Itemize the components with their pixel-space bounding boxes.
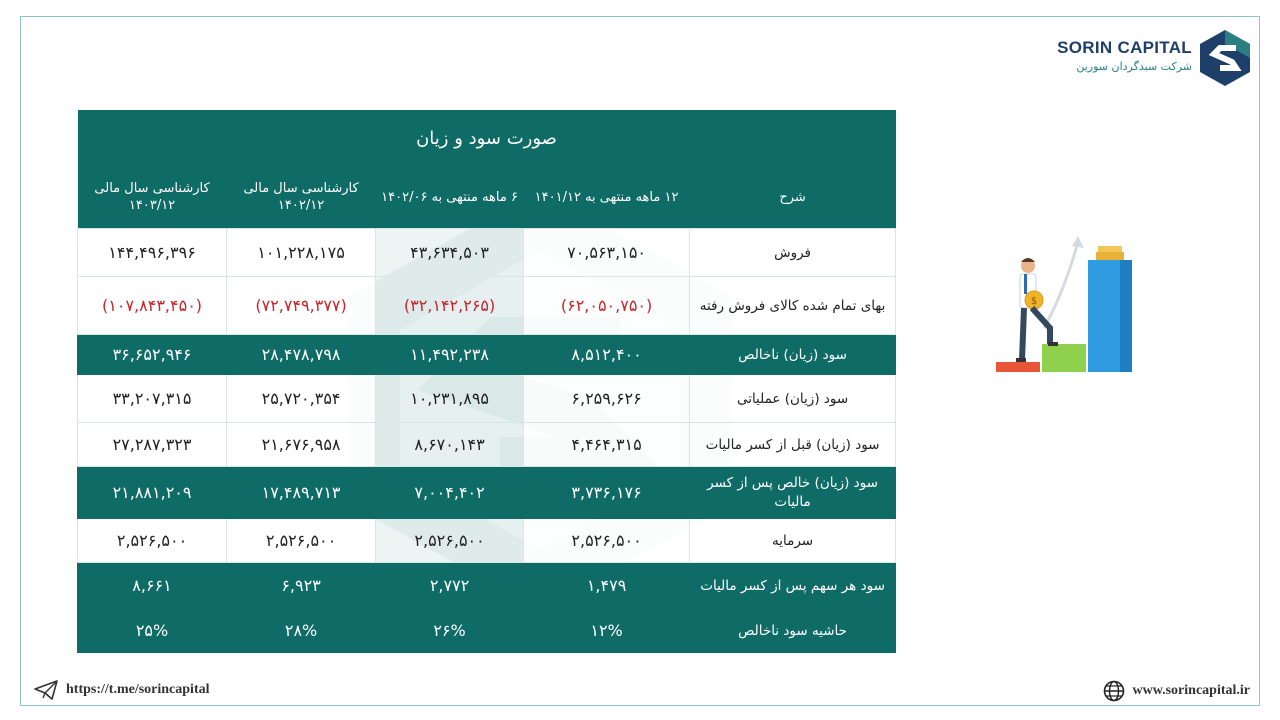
table-cell: ۲۸,۴۷۸,۷۹۸ bbox=[227, 335, 376, 375]
table-cell: ۱,۴۷۹ bbox=[524, 563, 690, 609]
logo-mark-icon bbox=[1200, 30, 1250, 86]
table-cell: ۳۶,۶۵۲,۹۴۶ bbox=[78, 335, 227, 375]
telegram-link[interactable] bbox=[34, 680, 210, 700]
website-url: www.sorincapital.ir bbox=[1132, 683, 1250, 698]
table-row bbox=[78, 375, 896, 423]
table-cell: ۸,۶۶۱ bbox=[78, 563, 227, 609]
brand-name-fa: شرکت سبدگردان سورین bbox=[1076, 60, 1192, 73]
table-cell: ۱۱,۴۹۲,۲۳۸ bbox=[376, 335, 524, 375]
table-cell: ۲,۵۲۶,۵۰۰ bbox=[227, 519, 376, 563]
row-label: سود (زیان) عملیاتی bbox=[690, 375, 896, 423]
row-label: حاشیه سود ناخالص bbox=[690, 609, 896, 653]
table-cell: ۲۶% bbox=[376, 609, 524, 653]
table-row bbox=[78, 229, 896, 277]
brand-logo bbox=[1020, 30, 1250, 86]
globe-icon bbox=[1103, 680, 1125, 702]
table-cell: ۲,۷۷۲ bbox=[376, 563, 524, 609]
row-label: سود (زیان) خالص پس از کسر مالیات bbox=[690, 467, 896, 519]
table-row bbox=[78, 609, 896, 653]
table-cell: (۷۲,۷۴۹,۳۷۷) bbox=[227, 277, 376, 335]
table-cell: ۱۰,۲۳۱,۸۹۵ bbox=[376, 375, 524, 423]
table-cell: ۶,۲۵۹,۶۲۶ bbox=[524, 375, 690, 423]
table-row bbox=[78, 563, 896, 609]
column-header: کارشناسی سال مالی ۱۴۰۳/۱۲ bbox=[78, 166, 227, 229]
table-title: صورت سود و زیان bbox=[78, 110, 896, 166]
table-cell: ۴۳,۶۳۴,۵۰۳ bbox=[376, 229, 524, 277]
table-row bbox=[78, 467, 896, 519]
table-cell: ۲۷,۲۸۷,۳۲۳ bbox=[78, 423, 227, 467]
row-label: سود (زیان) ناخالص bbox=[690, 335, 896, 375]
table-cell: ۲۵,۷۲۰,۳۵۴ bbox=[227, 375, 376, 423]
table-row bbox=[78, 519, 896, 563]
profit-loss-table bbox=[77, 110, 896, 653]
table-row bbox=[78, 277, 896, 335]
column-header: ۱۲ ماهه منتهی به ۱۴۰۱/۱۲ bbox=[524, 166, 690, 229]
table-cell: ۸,۵۱۲,۴۰۰ bbox=[524, 335, 690, 375]
table-cell: ۲,۵۲۶,۵۰۰ bbox=[524, 519, 690, 563]
table-row bbox=[78, 335, 896, 375]
table-cell: (۶۲,۰۵۰,۷۵۰) bbox=[524, 277, 690, 335]
table-cell: ۱۷,۴۸۹,۷۱۳ bbox=[227, 467, 376, 519]
table-cell: ۲,۵۲۶,۵۰۰ bbox=[376, 519, 524, 563]
table-cell: ۳۳,۲۰۷,۳۱۵ bbox=[78, 375, 227, 423]
row-label: سود (زیان) قبل از کسر مالیات bbox=[690, 423, 896, 467]
table-cell: ۲۵% bbox=[78, 609, 227, 653]
column-header: کارشناسی سال مالی ۱۴۰۲/۱۲ bbox=[227, 166, 376, 229]
brand-name-en: SORIN CAPITAL bbox=[1057, 38, 1192, 57]
table-cell: ۲۱,۸۸۱,۲۰۹ bbox=[78, 467, 227, 519]
table-cell: ۶,۹۲۳ bbox=[227, 563, 376, 609]
website-link[interactable] bbox=[1103, 680, 1250, 702]
telegram-url: https://t.me/sorincapital bbox=[66, 682, 210, 697]
table-cell: ۷,۰۰۴,۴۰۲ bbox=[376, 467, 524, 519]
telegram-icon bbox=[34, 680, 58, 700]
row-label: فروش bbox=[690, 229, 896, 277]
table-cell: ۱۴۴,۴۹۶,۳۹۶ bbox=[78, 229, 227, 277]
row-label: سود هر سهم پس از کسر مالیات bbox=[690, 563, 896, 609]
column-header: شرح bbox=[690, 166, 896, 229]
table-header-row bbox=[78, 166, 896, 229]
table-cell: ۲,۵۲۶,۵۰۰ bbox=[78, 519, 227, 563]
row-label: سرمایه bbox=[690, 519, 896, 563]
table-row bbox=[78, 423, 896, 467]
table-cell: (۳۲,۱۴۲,۲۶۵) bbox=[376, 277, 524, 335]
table-cell: ۸,۶۷۰,۱۴۳ bbox=[376, 423, 524, 467]
growth-illustration-icon bbox=[994, 232, 1136, 374]
table-cell: ۲۸% bbox=[227, 609, 376, 653]
table-cell: ۴,۴۶۴,۳۱۵ bbox=[524, 423, 690, 467]
table-cell: ۷۰,۵۶۳,۱۵۰ bbox=[524, 229, 690, 277]
column-header: ۶ ماهه منتهی به ۱۴۰۲/۰۶ bbox=[376, 166, 524, 229]
table-cell: ۲۱,۶۷۶,۹۵۸ bbox=[227, 423, 376, 467]
table-cell: ۱۰۱,۲۲۸,۱۷۵ bbox=[227, 229, 376, 277]
svg-text:$: $ bbox=[1030, 296, 1038, 307]
table-cell: ۳,۷۳۶,۱۷۶ bbox=[524, 467, 690, 519]
row-label: بهای تمام شده کالای فروش رفته bbox=[690, 277, 896, 335]
table-cell: (۱۰۷,۸۴۳,۴۵۰) bbox=[78, 277, 227, 335]
table-cell: ۱۲% bbox=[524, 609, 690, 653]
